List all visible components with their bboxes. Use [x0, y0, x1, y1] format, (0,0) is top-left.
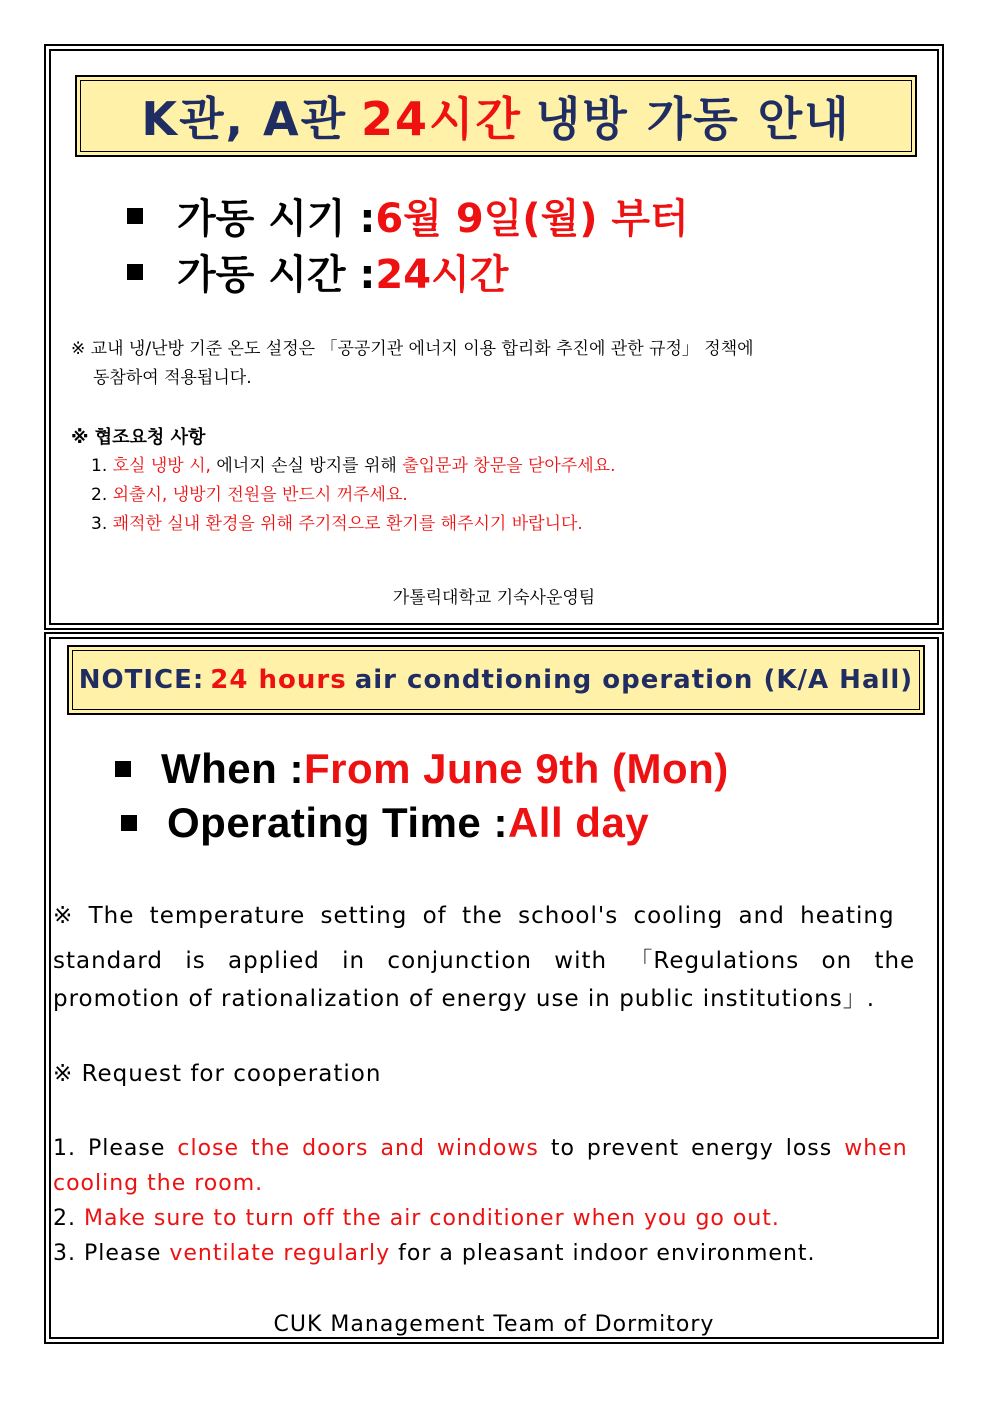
english-item-1-line2: cooling the room. [53, 1171, 264, 1196]
english-item-1-red1: close the doors and windows [177, 1136, 539, 1161]
english-note-line3: promotion of rationalization of energy use in public institutions」. [53, 986, 876, 1012]
english-when-label: When : [161, 745, 304, 792]
square-bullet-icon [115, 761, 131, 777]
korean-item-1-mid: 에너지 손실 방지를 위해 [210, 456, 403, 476]
english-item-1-num: 1. Please [53, 1136, 178, 1161]
english-title-hours: 24 hours [210, 665, 347, 695]
korean-cooperation-title: ※ 협조요청 사항 [71, 427, 206, 448]
english-title [67, 645, 925, 715]
english-item-2-num: 2. [53, 1206, 84, 1231]
korean-hours-label: 가동 시간 : [177, 252, 376, 298]
korean-item-2 [91, 481, 408, 510]
korean-hours-value: 24시간 [375, 252, 509, 298]
korean-period-value: 6월 9일(월) 부터 [375, 196, 689, 242]
square-bullet-icon [127, 264, 143, 280]
english-item-1-mid: to prevent energy loss [538, 1136, 845, 1161]
korean-item-3-text: 쾌적한 실내 환경을 위해 주기적으로 환기를 해주시기 바랍니다. [112, 514, 583, 534]
square-bullet-icon [127, 208, 143, 224]
korean-period-label: 가동 시기 : [177, 196, 376, 242]
korean-title-hours: 24시간 [361, 92, 522, 146]
english-item-2-text: Make sure to turn off the air conditioner when you go out. [83, 1206, 780, 1231]
korean-item-2-num: 2. [91, 485, 113, 505]
korean-title-part1: K관, A관 [141, 92, 348, 146]
korean-item-2-text: 외출시, 냉방기 전원을 반드시 꺼주세요. [112, 485, 408, 505]
english-operating-label: Operating Time : [167, 799, 508, 846]
korean-item-1-num: 1. [91, 456, 113, 476]
english-note-line2: standard is applied in conjunction with 「Regulations on the [53, 948, 916, 974]
english-operating-value: All day [507, 799, 650, 846]
korean-bullet-hours [127, 243, 508, 300]
english-item-3 [53, 1241, 816, 1266]
english-panel-inner-border [49, 637, 939, 1339]
english-signature: CUK Management Team of Dormitory [273, 1312, 715, 1337]
english-note-line1: ※ The temperature setting of the school's cooling and heating [53, 903, 895, 929]
korean-title [75, 75, 917, 157]
korean-signature: 가톨릭대학교 기숙사운영팀 [392, 588, 596, 608]
english-item-1-line1 [53, 1136, 908, 1161]
korean-item-1 [91, 452, 615, 481]
korean-bullet-period [127, 187, 689, 244]
english-item-2 [53, 1206, 780, 1231]
korean-note-line2: 동참하여 적용됩니다. [93, 368, 252, 388]
english-item-3-rest: for a pleasant indoor environment. [390, 1241, 816, 1266]
english-bullet-when [115, 745, 729, 793]
korean-item-3-num: 3. [91, 514, 113, 534]
english-item-1-red2: when [844, 1136, 908, 1161]
korean-note-line1: ※ 교내 냉/난방 기준 온도 설정은 「공공기관 에너지 이용 합리화 추진에 관한 규정」 정책에 [71, 339, 754, 359]
english-bullet-operating-time [121, 799, 649, 847]
korean-title-part3: 냉방 가동 안내 [535, 92, 851, 146]
english-notice-panel [44, 632, 944, 1344]
english-cooperation-title: ※ Request for cooperation [53, 1061, 382, 1087]
korean-item-3 [91, 510, 583, 539]
english-item-3-red: ventilate regularly [169, 1241, 391, 1266]
english-item-3-num: 3. Please [53, 1241, 170, 1266]
korean-notice-panel [44, 44, 944, 630]
english-title-part3: air condtioning operation (K/A Hall) [354, 665, 914, 695]
english-title-part1: NOTICE: [78, 665, 205, 695]
english-when-value: From June 9th (Mon) [303, 745, 729, 792]
square-bullet-icon [121, 815, 137, 831]
korean-item-1-red1: 호실 냉방 시, [112, 456, 211, 476]
korean-item-1-red2: 출입문과 창문을 닫아주세요. [402, 456, 616, 476]
korean-panel-inner-border [49, 49, 939, 625]
